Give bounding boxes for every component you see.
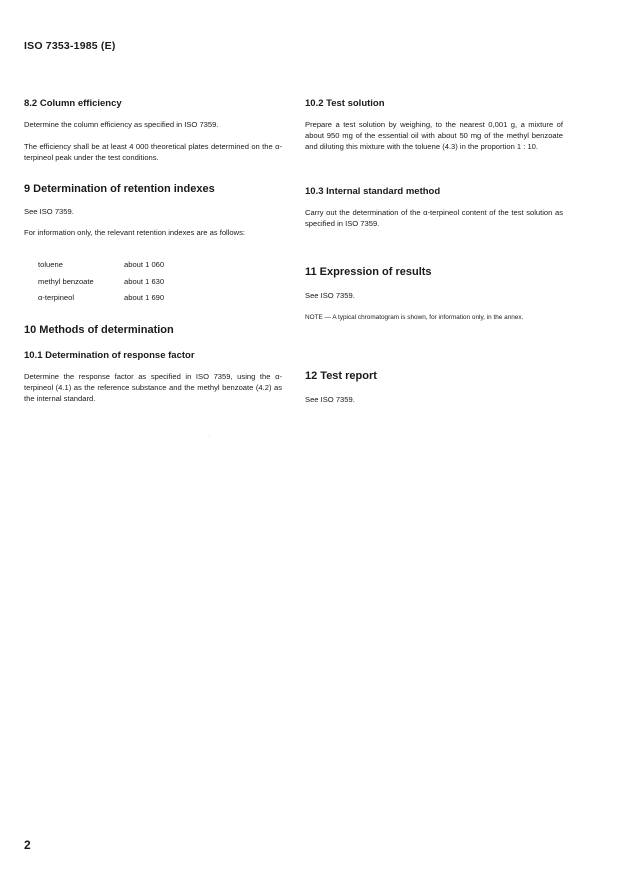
- section-9-body-2: [24, 227, 282, 238]
- section-heading: 12 Test report: [305, 370, 377, 382]
- compound-name: methyl benzoate: [38, 277, 94, 286]
- scan-speck: ·: [208, 434, 210, 440]
- section-11: [305, 266, 563, 278]
- section-heading: 10.1 Determination of response factor: [24, 350, 195, 361]
- note-text: NOTE — A typical chromatogram is shown, for information only, in the annex.: [305, 314, 524, 321]
- section-8-2-body: [24, 119, 282, 130]
- section-10-3-body: [305, 207, 563, 229]
- paragraph: Prepare a test solution by weighing, to the nearest 0,001 g, a mixture of about 950 mg of the essential oil with about 50 mg of the methyl benzoate and diluting this mixture with the toluene (4.3) in the proportion 1 : 10.: [305, 120, 563, 151]
- compound-name: α-terpineol: [38, 293, 75, 302]
- paragraph: The efficiency shall be at least 4 000 theoretical plates determined on the α-terpineol peak under the test conditions.: [24, 142, 282, 162]
- section-10-1: [24, 350, 282, 361]
- section-10-1-body: [24, 371, 282, 404]
- section-heading: 8.2 Column efficiency: [24, 98, 122, 109]
- retention-index: about 1 630: [124, 277, 165, 286]
- section-heading: 11 Expression of results: [305, 266, 432, 278]
- document-header: ISO 7353-1985 (E): [24, 40, 116, 52]
- section-8-2-body-2: [24, 141, 282, 163]
- section-9-body: [24, 206, 282, 217]
- section-10: [24, 324, 282, 336]
- section-11-body: [305, 290, 563, 301]
- retention-index: about 1 060: [124, 260, 165, 269]
- section-10-2-body: [305, 119, 563, 152]
- section-9: [24, 183, 282, 195]
- paragraph: See ISO 7359.: [305, 291, 355, 300]
- paragraph: Determine the response factor as specified in ISO 7359, using the α-terpineol (4.1) as the reference substance and the methyl benzoate (4.2) as the internal standard.: [24, 372, 282, 403]
- paragraph: Determine the column efficiency as specified in ISO 7359.: [24, 120, 219, 129]
- section-heading: 10.2 Test solution: [305, 98, 385, 109]
- section-12-body: [305, 394, 563, 405]
- section-12: [305, 370, 563, 382]
- section-11-note: [305, 313, 563, 323]
- section-10-3: [305, 186, 563, 197]
- paragraph: For information only, the relevant retention indexes are as follows:: [24, 228, 246, 237]
- section-10-2: [305, 98, 563, 109]
- paragraph: Carry out the determination of the α-terpineol content of the test solution as specified in ISO 7359.: [305, 208, 563, 228]
- compound-name: toluene: [38, 260, 63, 269]
- section-heading: 10.3 Internal standard method: [305, 186, 441, 197]
- section-8-2: [24, 98, 282, 109]
- page-number: 2: [24, 838, 31, 852]
- section-heading: 10 Methods of determination: [24, 324, 174, 336]
- paragraph: See ISO 7359.: [305, 395, 355, 404]
- retention-index: about 1 690: [124, 293, 165, 302]
- section-heading: 9 Determination of retention indexes: [24, 183, 215, 195]
- paragraph: See ISO 7359.: [24, 207, 74, 216]
